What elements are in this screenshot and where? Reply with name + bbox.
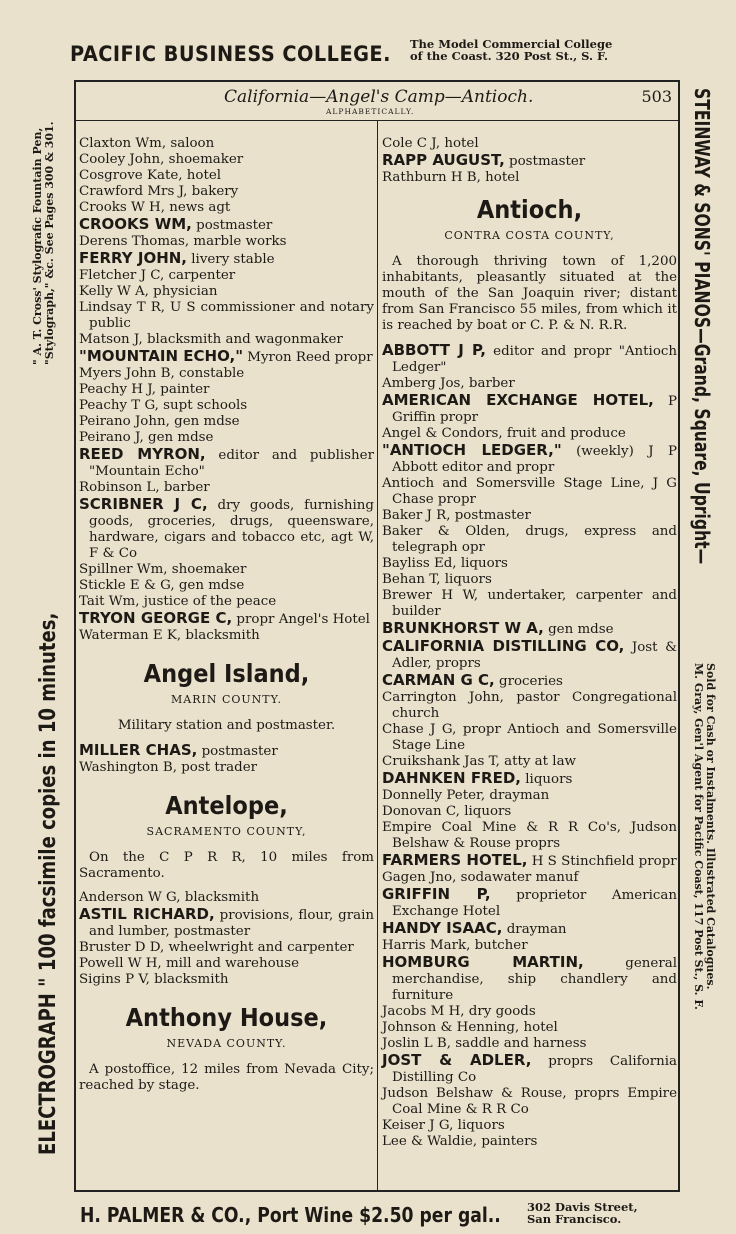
right-column: [382, 136, 677, 1150]
entries-right-2: [382, 342, 677, 1150]
entry-name-bold: HANDY ISAAC,: [382, 919, 503, 937]
entry-name-bold: CALIFORNIA DISTILLING CO,: [382, 637, 625, 655]
directory-entry: [79, 956, 374, 972]
directory-entry: [79, 890, 374, 906]
town-heading-anthony-house: Anthony House,: [125, 1003, 328, 1032]
directory-entry: [79, 496, 374, 562]
directory-entry: [79, 366, 374, 382]
entry-text: Amberg Jos, barber: [382, 376, 515, 391]
bottom-ad-subtext-line1: 302 Davis Street,: [527, 1200, 638, 1214]
directory-entry: [382, 1052, 677, 1086]
alphabetically-label: ALPHABETICALLY.: [326, 107, 415, 116]
entry-text: Empire Coal Mine & R R Co's, Judson Belshaw & Rouse proprs: [382, 820, 677, 851]
entry-text: Washington B, post trader: [79, 760, 258, 775]
desc-antelope: On the C P R R, 10 miles from Sacramento.: [79, 850, 374, 881]
entry-text: Waterman E K, blacksmith: [79, 628, 260, 643]
entry-text: drayman: [502, 922, 567, 937]
directory-entry: [382, 476, 677, 508]
entry-text: propr Angel's Hotel: [232, 612, 370, 627]
directory-entry: [382, 1020, 677, 1036]
directory-entry: [79, 610, 374, 628]
directory-entry: [382, 804, 677, 820]
entries-left-3: [79, 890, 374, 988]
directory-entry: [79, 382, 374, 398]
directory-entry: [382, 820, 677, 852]
directory-entry: [382, 870, 677, 886]
right-ad-subtext-line1: Sold for Cash or Instalments. Illustrated Catalogues.: [704, 663, 717, 990]
top-ad-subtext-line2: of the Coast. 320 Post St., S. F.: [410, 49, 609, 63]
entry-name-bold: ABBOTT J P,: [382, 341, 486, 359]
directory-entry: [382, 788, 677, 804]
directory-entry: [79, 268, 374, 284]
entry-text: Peirano J, gen mdse: [79, 430, 214, 445]
directory-entry: [382, 170, 677, 186]
entry-name-bold: DAHNKEN FRED,: [382, 769, 522, 787]
entry-text: Peachy T G, supt schools: [79, 398, 248, 413]
entry-text: liquors: [521, 772, 573, 787]
directory-entry: [382, 1004, 677, 1020]
entry-name-bold: FERRY JOHN,: [79, 249, 187, 267]
directory-entry: [382, 136, 677, 152]
directory-entry: [382, 392, 677, 426]
left-ad-subtext-line1: " A. T. Cross' Stylografic Fountain Pen,: [31, 127, 44, 365]
entry-text: Kelly W A, physician: [79, 284, 218, 299]
entries-left-2: [79, 742, 374, 776]
entry-name-bold: FARMERS HOTEL,: [382, 851, 528, 869]
directory-entry: [79, 742, 374, 760]
entry-text: proprs California Distilling Co: [392, 1054, 677, 1085]
entry-text: Antioch and Somersville Stage Line, J G Chase propr: [382, 476, 677, 507]
entry-text: Fletcher J C, carpenter: [79, 268, 236, 283]
directory-entry: [79, 562, 374, 578]
directory-entry: [382, 524, 677, 556]
entry-name-bold: TRYON GEORGE C,: [79, 609, 233, 627]
entry-text: Peirano John, gen mdse: [79, 414, 240, 429]
directory-entry: [382, 152, 677, 170]
entry-name-bold: REED MYRON,: [79, 445, 206, 463]
top-ad-subtext: [410, 38, 612, 62]
entry-text: Matson J, blacksmith and wagonmaker: [79, 332, 343, 347]
left-ad-subtext-line2: "Stylograph," &c. See Pages 300 & 301.: [43, 121, 56, 365]
left-column: [79, 136, 374, 1102]
entry-text: Joslin L B, saddle and harness: [382, 1036, 587, 1051]
column-divider: [377, 120, 378, 1190]
entry-text: Baker J R, postmaster: [382, 508, 531, 523]
entry-name-bold: SCRIBNER J C,: [79, 495, 208, 513]
entry-text: gen mdse: [543, 622, 614, 637]
county-antioch: CONTRA COSTA COUNTY,: [444, 229, 615, 242]
entry-text: Jacobs M H, dry goods: [382, 1004, 536, 1019]
directory-entry: [382, 672, 677, 690]
directory-entry: [79, 332, 374, 348]
entry-text: H S Stinchfield propr: [527, 854, 677, 869]
entry-text: Baker & Olden, drugs, express and telegraph opr: [382, 524, 677, 555]
directory-entry: [79, 152, 374, 168]
entry-name-bold: CARMAN G C,: [382, 671, 495, 689]
directory-entry: [79, 234, 374, 250]
entry-text: Bayliss Ed, liquors: [382, 556, 508, 571]
directory-entry: [79, 578, 374, 594]
entry-text: Powell W H, mill and warehouse: [79, 956, 300, 971]
directory-entry: [79, 216, 374, 234]
entry-name-bold: "MOUNTAIN ECHO,": [79, 347, 244, 365]
entry-text: Behan T, liquors: [382, 572, 492, 587]
entry-text: Lindsay T R, U S commissioner and notary public: [79, 300, 374, 331]
left-ad-subtext: [32, 121, 56, 365]
directory-entry: [382, 426, 677, 442]
bottom-ad-headline: H. PALMER & CO., Port Wine $2.50 per gal..: [80, 1203, 501, 1227]
entry-text: postmaster: [191, 218, 273, 233]
county-anthony-house: NEVADA COUNTY.: [166, 1037, 287, 1050]
directory-entry: [382, 1036, 677, 1052]
directory-entry: [382, 852, 677, 870]
entry-text: dry goods, furnishing goods, groceries, drugs, queensware, hardware, cigars and tobacco etc, agt W, F & Co: [89, 498, 374, 561]
directory-entry: [79, 430, 374, 446]
entry-text: Carrington John, pastor Congregational church: [382, 690, 677, 721]
directory-entry: [79, 906, 374, 940]
entry-text: Peachy H J, painter: [79, 382, 210, 397]
entry-text: Sigins P V, blacksmith: [79, 972, 229, 987]
entries-left-1: [79, 136, 374, 644]
directory-entry: [79, 398, 374, 414]
entry-text: Judson Belshaw & Rouse, proprs Empire Coal Mine & R R Co: [382, 1086, 677, 1117]
directory-entry: [79, 414, 374, 430]
page-header: [76, 82, 678, 121]
entry-text: Cruikshank Jas T, atty at law: [382, 754, 577, 769]
entry-name-bold: RAPP AUGUST,: [382, 151, 505, 169]
directory-entry: [382, 954, 677, 1004]
entries-right-1: [382, 136, 677, 186]
bottom-ad-subtext-line2: San Francisco.: [527, 1212, 622, 1226]
directory-entry: [382, 770, 677, 788]
entry-text: Myron Reed propr: [243, 350, 373, 365]
entry-text: Cooley John, shoemaker: [79, 152, 244, 167]
entry-text: Gagen Jno, sodawater manuf: [382, 870, 579, 885]
directory-entry: [382, 442, 677, 476]
directory-entry: [79, 200, 374, 216]
directory-entry: [382, 342, 677, 376]
directory-entry: [382, 690, 677, 722]
entry-text: (weekly) J P Abbott editor and propr: [392, 444, 678, 475]
directory-entry: [79, 136, 374, 152]
directory-entry: [382, 920, 677, 938]
entry-name-bold: CROOKS WM,: [79, 215, 192, 233]
entry-name-bold: HOMBURG MARTIN,: [382, 953, 584, 971]
directory-entry: [382, 376, 677, 392]
entry-text: Myers John B, constable: [79, 366, 245, 381]
directory-entry: [382, 556, 677, 572]
entry-text: Crawford Mrs J, bakery: [79, 184, 239, 199]
entry-text: Tait Wm, justice of the peace: [79, 594, 277, 609]
entry-text: Donnelly Peter, drayman: [382, 788, 550, 803]
left-ad-headline: ELECTROGRAPH " 100 facsimile copies in 10 minutes,: [36, 612, 61, 1155]
county-antelope: SACRAMENTO COUNTY,: [146, 825, 307, 838]
directory-entry: [382, 754, 677, 770]
entry-text: Anderson W G, blacksmith: [79, 890, 260, 905]
directory-entry: [79, 480, 374, 496]
directory-entry: [79, 972, 374, 988]
directory-entry: [382, 1086, 677, 1118]
entry-text: P Griffin propr: [392, 394, 677, 425]
directory-entry: [79, 760, 374, 776]
directory-entry: [79, 446, 374, 480]
entry-text: Angel & Condors, fruit and produce: [382, 426, 626, 441]
entry-text: Cole C J, hotel: [382, 136, 479, 151]
right-ad-subtext: [692, 663, 716, 1010]
entry-name-bold: ASTIL RICHARD,: [79, 905, 215, 923]
entry-text: provisions, flour, grain and lumber, postmaster: [89, 908, 374, 939]
directory-entry: [79, 168, 374, 184]
directory-entry: [382, 588, 677, 620]
directory-entry: [79, 940, 374, 956]
entry-text: Cosgrove Kate, hotel: [79, 168, 222, 183]
page-frame: [74, 80, 680, 1192]
entry-text: proprietor American Exchange Hotel: [392, 888, 678, 919]
directory-entry: [382, 886, 677, 920]
directory-entry: [382, 938, 677, 954]
entry-text: Bruster D D, wheelwright and carpenter: [79, 940, 354, 955]
directory-entry: [79, 628, 374, 644]
directory-entry: [382, 572, 677, 588]
entry-name-bold: BRUNKHORST W A,: [382, 619, 544, 637]
directory-entry: [79, 284, 374, 300]
town-heading-antelope: Antelope,: [165, 791, 288, 820]
directory-entry: [79, 348, 374, 366]
entry-text: editor and publisher "Mountain Echo": [89, 448, 375, 479]
directory-entry: [382, 508, 677, 524]
directory-entry: [79, 250, 374, 268]
entry-text: general merchandise, ship chandlery and furniture: [392, 956, 677, 1003]
entry-text: livery stable: [187, 252, 275, 267]
bottom-advertisement: [80, 1197, 680, 1231]
running-head: California—Angel's Camp—Antioch.: [224, 87, 534, 107]
entry-name-bold: AMERICAN EXCHANGE HOTEL,: [382, 391, 654, 409]
entry-text: Spillner Wm, shoemaker: [79, 562, 247, 577]
entry-text: Chase J G, propr Antioch and Somersville Stage Line: [382, 722, 677, 753]
town-heading-antioch: Antioch,: [476, 195, 583, 224]
desc-antioch: A thorough thriving town of 1,200 inhabitants, pleasantly situated at the mouth of the San Joaquin river; distant from San Francisco 55 miles, from which it is reached by boat or C. P. & N. R.R.: [382, 254, 677, 333]
right-ad-subtext-line2: M. Gray, Gen'l Agent for Pacific Coast, 117 Post St., S. F.: [692, 663, 705, 1010]
top-advertisement: [70, 34, 680, 66]
entry-text: Johnson & Henning, hotel: [382, 1020, 558, 1035]
left-side-advertisement: [30, 70, 70, 1155]
entry-text: Stickle E & G, gen mdse: [79, 578, 245, 593]
desc-anthony-house: A postoffice, 12 miles from Nevada City; reached by stage.: [79, 1062, 374, 1093]
desc-angel-island: Military station and postmaster.: [117, 718, 336, 733]
entry-text: Lee & Waldie, painters: [382, 1134, 538, 1149]
bottom-ad-subtext: [527, 1201, 638, 1225]
entry-text: Crooks W H, news agt: [79, 200, 231, 215]
right-ad-headline: STEINWAY & SONS' PIANOS—Grand, Square, Upright—: [690, 88, 714, 565]
page-number: 503: [641, 87, 672, 106]
top-ad-headline: PACIFIC BUSINESS COLLEGE.: [70, 42, 391, 66]
entry-text: Derens Thomas, marble works: [79, 234, 287, 249]
town-heading-angel-island: Angel Island,: [143, 659, 310, 688]
entry-text: Brewer H W, undertaker, carpenter and builder: [382, 588, 677, 619]
entry-name-bold: GRIFFIN P,: [382, 885, 491, 903]
entry-name-bold: "ANTIOCH LEDGER,": [382, 441, 562, 459]
entry-text: Harris Mark, butcher: [382, 938, 528, 953]
entry-text: postmaster: [504, 154, 586, 169]
entry-text: Robinson L, barber: [79, 480, 210, 495]
entry-text: groceries: [494, 674, 563, 689]
directory-entry: [382, 1118, 677, 1134]
directory-entry: [79, 300, 374, 332]
entry-text: Jost & Adler, proprs: [392, 640, 677, 671]
county-angel-island: MARIN COUNTY.: [171, 693, 282, 706]
entry-name-bold: MILLER CHAS,: [79, 741, 198, 759]
entry-text: Keiser J G, liquors: [382, 1118, 505, 1133]
entry-text: Rathburn H B, hotel: [382, 170, 520, 185]
entry-text: postmaster: [197, 744, 278, 759]
directory-entry: [382, 722, 677, 754]
directory-entry: [79, 184, 374, 200]
right-side-advertisement: [678, 88, 718, 1173]
entry-name-bold: JOST & ADLER,: [382, 1051, 532, 1069]
top-ad-subtext-line1: The Model Commercial College: [410, 37, 613, 51]
directory-entry: [382, 638, 677, 672]
directory-entry: [382, 1134, 677, 1150]
entry-text: editor and propr "Antioch Ledger": [392, 344, 677, 375]
directory-entry: [79, 594, 374, 610]
entry-text: Donovan C, liquors: [382, 804, 512, 819]
directory-entry: [382, 620, 677, 638]
entry-text: Claxton Wm, saloon: [79, 136, 215, 151]
